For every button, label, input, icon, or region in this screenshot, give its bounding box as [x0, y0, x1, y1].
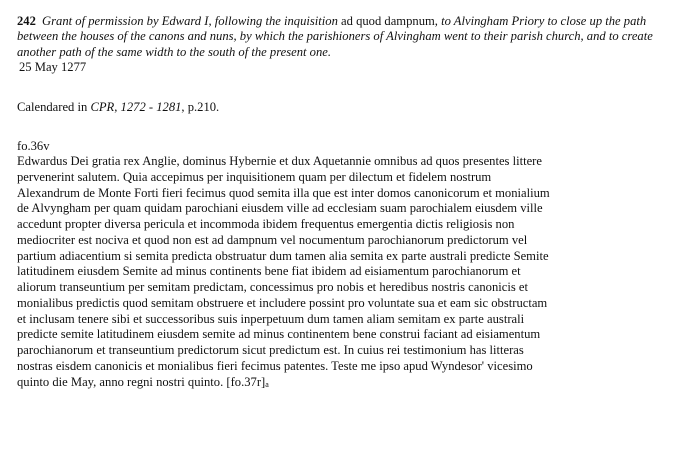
text-line: monialibus predictis quod semitam obstruere et includere possint pro voluntate sua et eam sic obstructam: [17, 295, 548, 310]
calendared-years: 1272 - 1281: [120, 100, 182, 115]
entry-title: [17, 14, 653, 59]
text-line: aliorum transeuntium per semitam predictam, concessimus pro nobis et heredibus nostris canonicis et: [17, 280, 528, 295]
text-line: nostras eisdem canonicis et monialibus fieri fecimus patentes. Teste me ipso apud Wyndesor' vicesimo: [17, 358, 533, 373]
entry-number: 242: [17, 14, 36, 28]
text-line: pervenerint salutem. Quia accepimus per inquisitionem quam per dilectum et fidelem nostrum: [17, 169, 492, 184]
text-line: mediocriter est nociva et quod non est ad dampnum vel nocumentum parochianorum predictorum vel: [17, 232, 528, 247]
text-line: accedunt propter diversa pericula et incommoda ibidem frequentus emergentia dictis religiosis non: [17, 217, 515, 232]
entry-title-part2: to Alvingham Priory to close up the path between the houses of the canons and nuns, by which the parishioners of Alvingham went to their parish church, and to create another path of the same width to the south of the present one.: [17, 14, 653, 59]
entry-date: 25 May 1277: [19, 60, 87, 75]
text-line: et inclusam tenere sibi et successoribus suis inperpetuum dum tamen aliam semitam ex parte australi: [17, 311, 525, 326]
entry-title-part1: Grant of permission by Edward I, following the inquisition: [42, 14, 338, 28]
entry-header: [17, 14, 689, 60]
text-line-last: [17, 375, 689, 393]
calendared-prefix: Calendared in: [17, 100, 88, 115]
latin-text: [17, 154, 689, 392]
folio-label: fo.36v: [17, 139, 50, 154]
calendared-page: , p.210.: [181, 100, 220, 115]
text-line: Alexandrum de Monte Forti fieri fecimus quod semita illa que est inter domos canonicorum et monialium: [17, 185, 550, 200]
entry-title-upright: ad quod dampnum,: [341, 14, 438, 28]
document-page: [17, 14, 689, 392]
calendared-reference: Calendared in CPR, 1272 - 1281, p.210.: [17, 100, 220, 115]
text-line: predicte semite latitudinem eiusdem semite ad minus continentem bene construi faciant ad eisiamentum: [17, 327, 541, 342]
calendared-source: CPR: [90, 100, 115, 115]
text-line: Edwardus Dei gratia rex Anglie, dominus Hybernie et dux Aquetannie omnibus ad quos presentes littere: [17, 154, 542, 169]
text-line: parochianorum et transeuntium predictorum sicut predictum est. In cuius rei testimonium has litteras: [17, 343, 524, 358]
text-line: latitudinem eiusdem Semite ad minus continents bene fiat ibidem ad eisiamentum parochianorum et: [17, 264, 521, 279]
text-line: de Alvyngham per quam quidam parochiani eiusdem ville ad ecclesiam suam parochialem eiusdem ville: [17, 201, 543, 216]
footnote-marker: a: [265, 379, 269, 389]
text-line: partium adiacentium si semita predicta obstruatur dum tamen alia semita ex parte australi predicte Semite: [17, 248, 549, 263]
text-line-last-content: quinto die May, anno regni nostri quinto. [fo.37r]: [17, 374, 266, 389]
